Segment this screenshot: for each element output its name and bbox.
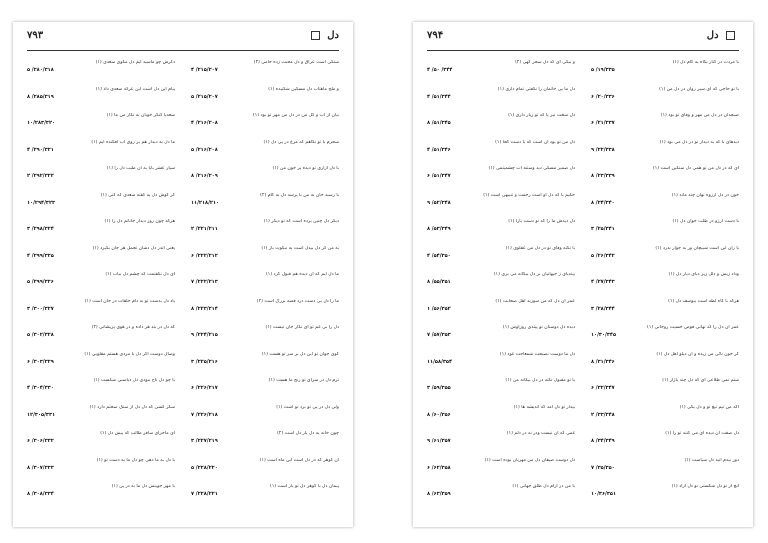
entry-reference: ۸ /۲۳/۳۳۹ — [591, 173, 615, 179]
entry-reference: ۴ /۵۰ /۳۴۴ — [427, 67, 453, 73]
entry-reference: ۳ /۵۹/۳۵۵ — [427, 385, 451, 391]
header-rule — [427, 50, 739, 51]
index-entry — [27, 272, 175, 299]
page-header — [27, 30, 339, 48]
right-page — [413, 22, 753, 527]
entry-reference: ۶ /۳۲/۳۴۷ — [591, 385, 615, 391]
index-entry — [191, 166, 339, 193]
index-entry — [27, 140, 175, 167]
index-entry — [191, 458, 339, 485]
index-entry — [591, 431, 739, 458]
entry-verse: ای ماجرای سافر طالب که پیش دل (۱) — [100, 431, 175, 436]
entry-reference: ۲ /۲۹۲/۳۲۲ — [27, 173, 54, 179]
index-entry — [191, 246, 339, 273]
header-square-icon — [311, 31, 320, 40]
entry-reference: ۴ /۵۴/۳۵۰ — [427, 252, 451, 259]
index-entry — [427, 219, 575, 246]
entry-reference: ۴ /۲۷/۳۴۳ — [591, 279, 615, 285]
index-entry — [427, 431, 575, 458]
entry-reference: ۱۱/۵۸/۳۵۴ — [427, 358, 453, 365]
index-entry — [191, 431, 339, 458]
entry-reference: ۶ /۲۰/۳۳۶ — [591, 93, 615, 100]
entry-verse: با تو مقبول نکته در دل بیگانه من (۱) — [505, 378, 575, 383]
index-entry — [427, 378, 575, 405]
entry-reference: ۵ /۲۶/۳۴۲ — [591, 252, 615, 259]
entry-reference: ۹ /۲۲۴/۲۱۵ — [191, 332, 218, 338]
entry-reference: ۸ /۶۳/۳۵۹ — [427, 491, 451, 497]
left-page — [13, 22, 353, 527]
entry-reference: ۸ /۲۸۵/۳۱۹ — [27, 93, 54, 100]
entry-reference: ۱۰/۲۹۴/۳۲۳ — [27, 199, 56, 206]
entry-verse: دل من تو بود آن است که با دست کجا (۱) — [495, 139, 575, 145]
entry-reference: ۶ /۵۱/۳۴۷ — [427, 173, 451, 179]
entry-verse: خون در دل آرزوه نهان چند ماند (۱) — [671, 192, 739, 198]
entry-verse: و بیکی ای که دل سحر کهی (۲) — [515, 60, 575, 65]
entry-verse: گر خون نائی من زیده و آن دیلو اهل دل (۱) — [656, 351, 739, 357]
index-entry — [591, 166, 739, 193]
index-entry — [27, 458, 175, 485]
entry-reference: ۶ /۳۰۶/۳۳۲ — [27, 438, 54, 444]
entry-reference: ۳ /۲۹۸/۳۲۴ — [27, 226, 54, 232]
column-right — [591, 60, 739, 511]
index-entry — [27, 219, 175, 246]
header-square-icon — [726, 31, 735, 40]
entry-verse: هرکه با گاه لطه است بیوسف دل (۱) — [668, 298, 739, 304]
index-entry — [427, 352, 575, 379]
index-entry — [427, 140, 575, 167]
entry-verse: پیام این دل است این عرکه سعدی داد (۱) — [95, 86, 175, 92]
entry-verse: وداد زیش و دلل زیر دیای دیار دل (۱) — [668, 272, 739, 277]
entry-verse: با دل به ما دهی چو دل ما به دست تو (۱) — [96, 457, 175, 463]
index-entry — [591, 193, 739, 220]
index-entry — [27, 325, 175, 352]
entry-verse: سیار عشر بایا به آن طیب دل را (۱) — [106, 166, 175, 171]
entry-verse: ما دل به دیدار هم بر روی آب افکنده ایم (۱) — [91, 139, 175, 145]
index-entry — [191, 484, 339, 511]
entry-reference: ۸ /۳۱/۳۴۶ — [591, 358, 615, 365]
entry-reference: ۸ /۳۴/۳۴۹ — [591, 438, 615, 444]
entry-verse: یعنی اندر دل دشان تحمل هر جان بگیرد (۱) — [92, 245, 175, 251]
entry-verse: ای دل نگفتمت که چشم دل بیاب (۱) — [105, 272, 175, 277]
index-entry — [191, 219, 339, 246]
entry-reference: ۱ /۵۶/۳۵۲ — [427, 305, 451, 312]
index-entry — [427, 113, 575, 140]
entry-reference: ۱۰/۳۰/۳۴۵ — [591, 332, 617, 338]
index-entry — [27, 193, 175, 220]
index-entry — [591, 299, 739, 326]
index-entry — [191, 60, 339, 87]
index-entry — [191, 352, 339, 379]
entry-verse: هرکه چون روز دیدار جانانم دل را (۱) — [104, 219, 175, 224]
entry-reference: ۴ /۲۱۶/۲۰۸ — [191, 120, 218, 126]
entry-reference: ۳ /۳۰۰/۳۲۷ — [27, 305, 54, 312]
index-entry — [427, 458, 575, 485]
entry-verse: با مهر جوینش دل ما به در پن (۱) — [111, 484, 175, 489]
index-entry — [27, 246, 175, 273]
entry-reference: ۶ /۶۲/۳۵۸ — [427, 464, 451, 471]
entry-reference: ۱۱/۲۱۸/۲۱۰ — [191, 199, 220, 206]
entry-verse: عمر آن دل که من سوزند اهل صحابت (۱) — [495, 298, 575, 304]
entry-verse: یاد دل بدست تو به دام حلقات در جان است (۱) — [84, 298, 175, 304]
entry-verse: دل دیدش ما را که تو دست یارا (۱) — [508, 219, 575, 224]
entry-reference: ۸ /۵۱/۳۴۵ — [427, 120, 451, 126]
entry-reference: ۸ /۲۴/۳۴۰ — [591, 199, 615, 206]
entry-reference: ۷ /۳۵/۳۵۰ — [591, 464, 615, 471]
index-entry — [591, 246, 739, 273]
index-entry — [27, 113, 175, 140]
entry-verse: گر گوش دل به گفته سعدی که کنی (۱) — [100, 192, 175, 198]
entry-verse: سحرم با تو نگاهم که مرغ در پی دل (۱) — [263, 139, 339, 145]
entry-verse: با ران این است شبیچان ور به جوار ندرد (۱) — [655, 245, 739, 251]
entry-verse: اگه من نیم تیغ تو و دل یکی (۱) — [679, 404, 739, 410]
entry-verse: دیگر دل چنین برده است که تو دیگر (۱) — [263, 219, 339, 224]
index-entry — [27, 299, 175, 326]
entry-reference: ۹ /۵۲/۳۴۸ — [427, 199, 451, 206]
index-entry — [191, 113, 339, 140]
index-entry — [191, 378, 339, 405]
entry-reference: ۲ /۲۲۱/۲۱۱ — [191, 226, 218, 232]
entry-verse: بیندیای ز جیهانیان بر دل بیگانه می بری (۱) — [493, 272, 575, 277]
header-word — [307, 30, 339, 41]
index-entry — [27, 166, 175, 193]
entry-reference: ۱۲/۳۰۵/۳۳۱ — [27, 411, 56, 418]
index-entry — [427, 193, 575, 220]
entry-verse: با چو دل ناح بنودی دل دیاسبی شکست (۱) — [93, 378, 175, 383]
entry-verse: بیان از آب و گل من در دل من مهر تو بود (۱) — [252, 113, 339, 118]
index-entry — [591, 87, 739, 114]
entry-reference: ۴ /۲۹۹/۳۲۵ — [27, 252, 54, 259]
entry-verse: دیده دل دوستان تو پیندی روزاوس (۱) — [502, 325, 575, 330]
index-entry — [591, 60, 739, 87]
index-entry — [427, 484, 575, 511]
entry-verse: دور بیدم آنید دل سیاست (۱) — [684, 457, 739, 463]
column-left — [27, 60, 175, 511]
index-entry — [191, 272, 339, 299]
entry-verse: که دل در بند هر داده و در هوی پریشانی (۲) — [91, 325, 175, 330]
index-entry — [591, 272, 739, 299]
entry-reference: ۸ /۶۰/۳۵۶ — [427, 411, 451, 418]
index-entry — [27, 431, 175, 458]
entry-verse: دل صفت آن دیده ای می کنند تو را (۱) — [665, 431, 739, 436]
index-entry — [27, 405, 175, 432]
index-entry — [427, 299, 575, 326]
entry-verse: آن گوهر که در دل است این ماه است (۱) — [259, 457, 339, 463]
entry-reference: ۸ /۲۲۳/۲۱۴ — [191, 305, 218, 312]
entry-verse: گوی جوان تو این دل بر سر تو هست (۱) — [261, 351, 339, 357]
entry-verse: عمر آن دل را که نهانی فوص حسیت روحانی (۱) — [647, 325, 739, 330]
entry-reference: ۸ /۳۰۸/۳۳۴ — [27, 491, 54, 497]
index-entry — [191, 140, 339, 167]
column-right — [191, 60, 339, 511]
entry-verse: دیدهای با که به دیدار تو در دل می بود (۱) — [659, 139, 739, 145]
index-entry — [27, 60, 175, 87]
entry-reference: ۴ /۵۱/۳۴۶ — [427, 146, 451, 153]
entry-reference: ۵ /۳۰۲/۳۲۸ — [27, 332, 54, 338]
entry-reference: ۱۰/۳۶/۳۵۱ — [591, 491, 617, 497]
entry-verse: با من در آرام دل طلق جهانی (۱) — [512, 484, 575, 489]
index-entry — [27, 378, 175, 405]
entry-verse: بیدار تو دل آمد که اندیشه ها (۱) — [513, 404, 575, 410]
entry-reference: ۶ /۲۲۲/۲۱۲ — [191, 252, 218, 259]
entry-reference: ۵ /۲۲۸/۲۲۰ — [191, 464, 218, 471]
entry-verse: به من گر دل بیدل است به نیکوت بار (۱) — [261, 245, 339, 251]
entry-reference: ۵ /۲۹۹/۳۲۶ — [27, 279, 54, 285]
index-entry — [591, 325, 739, 352]
entry-reference: ۵ /۲۱۵/۲۰۷ — [191, 93, 218, 100]
entry-verse: با تو حاجی که ای سیر روان در دل من (۱) — [659, 86, 739, 92]
index-entry — [427, 87, 575, 114]
header-word — [707, 30, 739, 41]
entry-reference: ۳ /۲۲۵/۲۱۶ — [191, 358, 218, 365]
entry-verse: سنگی است عراق و دل محبت زده حامی (۲) — [253, 60, 339, 65]
entry-verse: دل ما دوست نصیحت شمعاحت غود (۱) — [499, 351, 575, 357]
index-entry — [27, 87, 175, 114]
entry-verse: سعدیا کنگر خوبان به نگار من ما (۱) — [106, 113, 175, 118]
entry-verse: دل ما پی خاتمان را نگفتی تمام داری (۱) — [497, 86, 575, 92]
page-number: ۷۹۳ — [27, 30, 44, 41]
entry-verse: با دست آرزو در طلب خوان دل (۱) — [672, 219, 739, 224]
index-entry — [191, 299, 339, 326]
index-entry — [591, 113, 739, 140]
index-entry — [191, 405, 339, 432]
entry-verse: غمی که ان نیست ودر نه در دلم (۱) — [506, 431, 575, 436]
entry-verse: دل دوست صیفان دل من مهربان بوده است (۱) — [484, 457, 575, 463]
index-entry — [591, 405, 739, 432]
index-entry — [27, 352, 175, 379]
entry-reference: ۱۰/۲۸۳/۳۲۰ — [27, 120, 56, 126]
column-left — [427, 60, 575, 511]
entry-reference: ۵ /۱۹/۳۳۵ — [591, 67, 615, 73]
entry-verse: ما دل ایم که آن دیده هم قبول کرد (۱) — [265, 272, 339, 277]
entry-verse: دل صمیر مسکی دید وستنه آب چشمینمی (۱) — [488, 166, 575, 171]
index-entry — [591, 458, 739, 485]
index-entry — [427, 166, 575, 193]
entry-verse: دل سخت نیز یا که تو زیار داری (۱) — [508, 113, 575, 118]
index-entry — [427, 325, 575, 352]
entry-verse: با دل آزاری تو دیده پر خون من (۱) — [272, 166, 339, 171]
entry-verse: و ملح ماهتاب دل مسکین شکنیده (۱) — [268, 86, 339, 92]
index-entry — [591, 352, 739, 379]
page-number: ۷۹۴ — [427, 30, 444, 41]
entry-verse: ستم نمی طلاعی ای که دل چند بازار (۱) — [662, 378, 739, 383]
entry-verse: وصال دوست اگر دل با مردی هستم مقلوبی (۱) — [84, 351, 175, 357]
index-entry — [191, 87, 339, 114]
entry-verse: ولی دل در پی تو برد تو است (۱) — [276, 404, 339, 410]
entry-reference: ۷ /۲۲۲/۲۱۳ — [191, 279, 218, 285]
entry-reference: ۷ /۵۷/۳۵۳ — [427, 332, 451, 338]
page-header — [427, 30, 739, 48]
header-rule — [27, 50, 339, 51]
entry-reference: ۷ /۲۲۸/۲۲۱ — [191, 491, 218, 497]
entry-verse: دگرش چو ماسید ایم دل مگوی سعدی (۱) — [95, 60, 175, 65]
index-entry — [591, 484, 739, 511]
index-entry — [191, 193, 339, 220]
entry-verse: صبجدان در دل من مهر و وفای تو بود (۱) — [660, 113, 739, 118]
index-entry — [427, 246, 575, 273]
entry-verse: ما را دل بی دست درد قصه بزرگ است (۲) — [256, 298, 339, 304]
entry-verse: با نکته وفای تو در دل من عقلوی (۱) — [505, 245, 575, 251]
index-entry — [427, 405, 575, 432]
entry-reference: ۸ /۵۵/۳۵۱ — [427, 279, 451, 285]
entry-verse: دل را بی غم تو ای نگار جان نیست (۱) — [265, 325, 339, 330]
entry-reference: ۲ /۳۳/۳۴۸ — [591, 411, 615, 418]
entry-reference: ۸ /۲۱۶/۲۰۹ — [191, 173, 218, 179]
index-entry — [427, 60, 575, 87]
entry-verse: آنچ از تو دل شکستی نو دل ازاد (۱) — [671, 484, 739, 489]
entry-verse: نرم دل در سرای تو رنج ما هست (۱) — [268, 378, 339, 383]
index-entry — [591, 219, 739, 246]
entry-reference: ۴ /۵۱/۳۴۴ — [427, 93, 451, 100]
entry-reference: ۶ /۲۲۶/۲۱۷ — [191, 385, 218, 391]
entry-reference: ۴ /۳۰۴/۳۳۰ — [27, 385, 54, 391]
header-word-text: دل — [706, 30, 719, 41]
index-entry — [191, 325, 339, 352]
entry-verse: با مردت در کنار نگاه به کام دل (۱) — [672, 60, 739, 65]
entry-reference: ۷ /۲۲۶/۲۱۸ — [191, 411, 218, 418]
entry-reference: ۴ /۲۱۵/۲۰۷ — [191, 67, 218, 73]
entry-reference: ۶ /۳۰۳/۳۲۹ — [27, 358, 54, 365]
entry-verse: حکیم با که دل او است رحمت و تنبیهی است (۱) — [483, 192, 575, 198]
entry-reference: ۹ /۲۲/۳۳۸ — [591, 146, 615, 153]
entry-reference: ۳ /۲۲۷/۲۱۹ — [191, 438, 218, 444]
entry-reference: ۵ /۲۱۶/۲۰۸ — [191, 146, 218, 153]
index-entry — [591, 140, 739, 167]
entry-reference: ۹ /۶۱/۳۵۷ — [427, 438, 451, 444]
entry-reference: ۶ /۲۱/۳۳۷ — [591, 120, 615, 126]
entry-reference: ۴ /۲۹۰/۳۲۱ — [27, 146, 54, 153]
header-word-text: دل — [327, 30, 339, 41]
index-entry — [427, 272, 575, 299]
entry-verse: سگر کسی که دل دل از سنگ سختم دارد (۱) — [89, 404, 175, 410]
entry-verse: با رسید جان به من با برسد دل به کام (۲) — [260, 192, 339, 198]
index-entry — [27, 484, 175, 511]
entry-reference: ۸ /۵۳/۳۴۹ — [427, 226, 451, 232]
entry-verse: چون خانه به دل یار دل است (۲) — [277, 431, 339, 436]
entry-verse: ای که در دل من تو همی دل سنگین است (۱) — [652, 166, 739, 171]
entry-reference: ۳ /۲۸/۳۴۴ — [591, 305, 615, 312]
index-entry — [591, 378, 739, 405]
entry-verse: پیمان دل با گوهر دل تو یار است (۱) — [270, 484, 339, 489]
entry-reference: ۸ /۳۰۷/۳۳۳ — [27, 464, 54, 471]
entry-reference: ۳ /۲۵/۳۴۱ — [591, 226, 615, 232]
entry-reference: ۵ /۲۸۰/۳۱۸ — [27, 67, 54, 73]
